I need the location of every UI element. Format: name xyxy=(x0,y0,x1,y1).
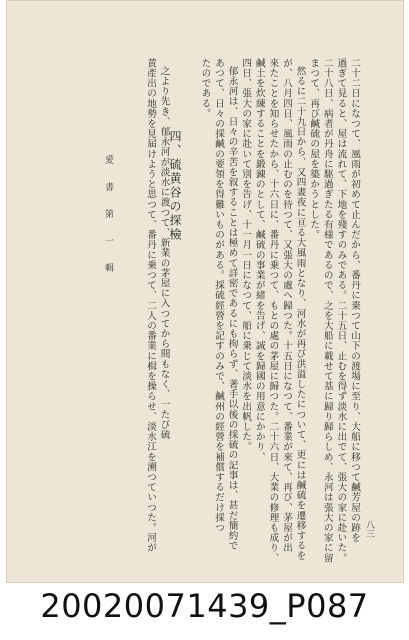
text-column: 黄產出の地勢を見届けようと思つて、番丹に乗つて、二人の番業に楫を操らせ、淡水江を溯つていつた。河が xyxy=(145,58,156,553)
text-column: 過ぎて見ると、屋は流れて、下地を殘すのみである。二十五日、止むを得ず淡水に出でて、張大の家に赴いた。 xyxy=(335,58,347,563)
text-column: が、八月四日、風雨の止むのを待つて、又張大の處へ歸つた。十五日になつて、番業が來て、再び、茅屋が出 xyxy=(281,58,292,553)
text-column: 二十二日になつて、風雨が初めて止んだから、番丹に乗つて山下の渡場に至り、大船に移つて鹹芳屋の跡を xyxy=(349,58,360,543)
section-heading: 四、硫黄谷の探檢 xyxy=(168,130,182,242)
document-page xyxy=(6,0,404,583)
text-column: まつて、再び鹹硫の屋を築かうとした。 xyxy=(308,58,320,240)
page-number: 八三 xyxy=(364,520,374,538)
text-column: 然るに二十九日から、又四晝夜に亘る大風雨となり、河水が再び洪溢したについて、更には鹹硫を遷移するを xyxy=(294,66,306,561)
text-column: 二十八日、病者が丹舟に駆過ぎたる有様であるので、之を大船に載せて基に歸り歸らしめ、永河は張大の家に留 xyxy=(321,58,333,563)
book-title: 愛 書 第 一 輯 xyxy=(103,155,113,276)
text-column: 來たことを知らせたから、十六日に、番丹に乗つて、もとの處の茅屋に歸つた。二十六日、大業の修理も成り、 xyxy=(267,58,279,563)
image-caption: 20020071439_P087 xyxy=(40,587,369,625)
text-column: たのである。 xyxy=(199,58,211,119)
text-column: 四日、張大の家に赴いて別を告げ、十一月一日になつて、船に乗じて淡水を出帆した。 xyxy=(240,58,252,452)
text-column: あつて、日々の採鹹の要領を得難いものがある。採硫經營を記すのみで、鹹州の經營を補償するだけ採つ xyxy=(213,58,224,533)
text-column: 鹹土を炊練することを鍛錬のとして、鹹硫の事業が緒を告げ、誠を歸國の用意にかかり、 xyxy=(253,58,265,462)
text-column: 郁永河は、日々の辛苦を叙することは極めて詳密であるにも拘らず、著手以後の採硫の記事は、甚だ簡約で xyxy=(226,66,238,551)
text-column: 之より先き、郁永河が淡水に渡つて、新業の茅屋に入つてから間もなく、一たび硫 xyxy=(158,66,170,440)
